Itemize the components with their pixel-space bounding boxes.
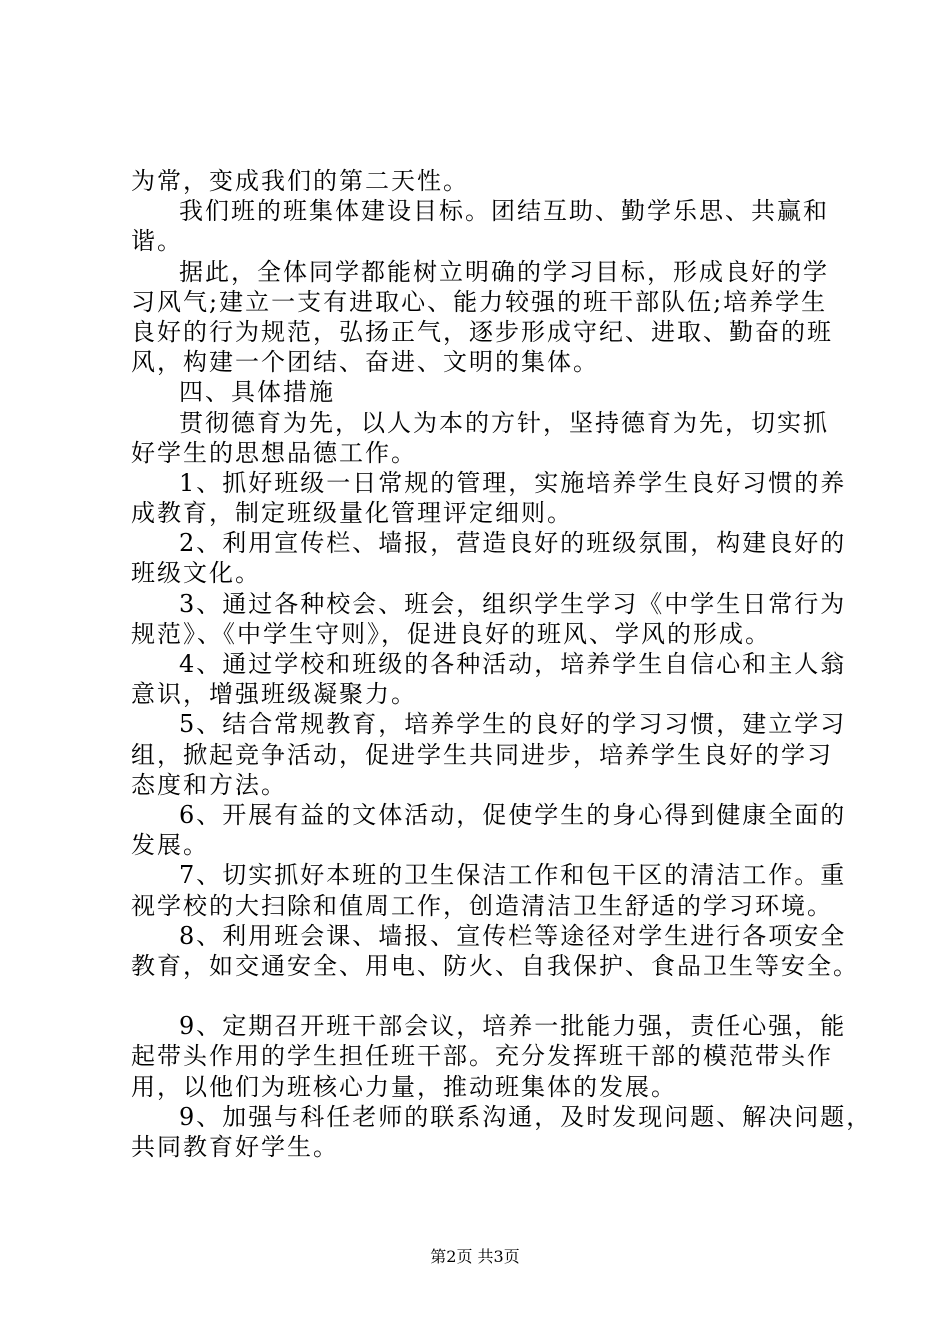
text-line: 7、切实抓好本班的卫生保洁工作和包干区的清洁工作。重 [179,861,847,890]
text-line: 组，掀起竞争活动，促进学生共同进步，培养学生良好的学习 [131,740,833,769]
text-line: 规范》、《中学生守则》，促进良好的班风、学风的形成。 [131,619,771,648]
text-line: 意识，增强班级凝聚力。 [131,680,417,709]
text-line: 谐。 [131,227,183,256]
text-line: 良好的行为规范，弘扬正气，逐步形成守纪、进取、勤奋的班 [131,317,833,346]
text-line: 4、通过学校和班级的各种活动，培养学生自信心和主人翁 [179,650,847,678]
text-line: 6、开展有益的文体活动，促使学生的身心得到健康全面的 [179,800,847,829]
text-line: 四、具体措施 [179,378,335,407]
text-line: 风，构建一个团结、奋进、文明的集体。 [131,348,599,377]
text-line: 用，以他们为班核心力量，推动班集体的发展。 [131,1072,677,1101]
text-line: 习风气;建立一支有进取心、能力较强的班干部队伍;培养学生 [131,287,828,316]
text-line: 好学生的思想品德工作。 [131,438,417,467]
page-footer: 第2页 共3页 [430,1247,520,1266]
text-line: 教育，如交通安全、用电、防火、自我保护、食品卫生等安全。 [131,951,859,980]
text-line: 8、利用班会课、墙报、宣传栏等途径对学生进行各项安全 [179,921,847,950]
text-line: 视学校的大扫除和值周工作，创造清洁卫生舒适的学习环境。 [131,891,833,920]
text-line: 2、利用宣传栏、墙报，营造良好的班级氛围，构建良好的 [179,529,847,558]
text-line: 班级文化。 [131,559,261,588]
text-line: 5、结合常规教育，培养学生的良好的学习习惯，建立学习 [179,710,847,739]
text-line: 3、通过各种校会、班会，组织学生学习《中学生日常行为 [179,589,847,618]
text-line: 贯彻德育为先，以人为本的方针，坚持德育为先，切实抓 [179,408,829,437]
text-line: 为常，变成我们的第二天性。 [131,167,469,195]
text-line: 态度和方法。 [131,770,287,799]
blank-line [131,981,831,1011]
text-line: 9、定期召开班干部会议，培养一批能力强，责任心强，能 [179,1012,847,1041]
text-line: 发展。 [131,831,209,860]
text-line: 共同教育好学生。 [131,1133,339,1161]
text-line: 起带头作用的学生担任班干部。充分发挥班干部的模范带头作 [131,1042,833,1071]
text-line: 据此，全体同学都能树立明确的学习目标，形成良好的学 [179,257,829,286]
text-line: 9、加强与科任老师的联系沟通，及时发现问题、解决问题， [179,1102,873,1131]
text-line: 成教育，制定班级量化管理评定细则。 [131,499,573,528]
text-line: 1、抓好班级一日常规的管理，实施培养学生良好习惯的养 [179,468,847,497]
text-line: 我们班的班集体建设目标。团结互助、勤学乐思、共赢和 [179,197,829,226]
document-body [131,166,873,1162]
